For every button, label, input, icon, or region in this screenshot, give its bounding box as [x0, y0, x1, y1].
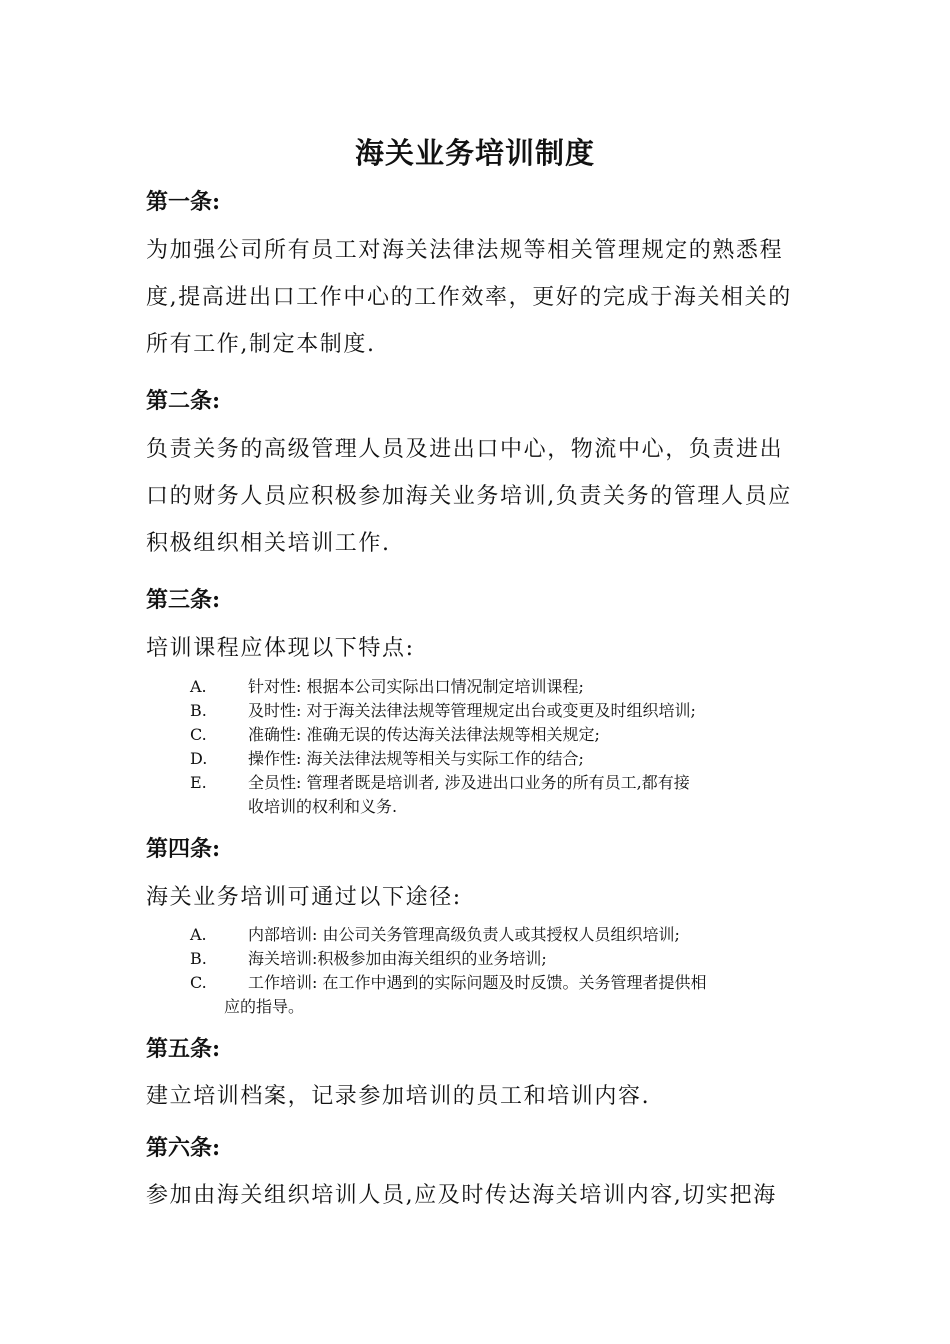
- article-5-heading: 第五条:: [146, 1036, 221, 1062]
- article-3-list: [190, 675, 810, 819]
- list-item: [190, 723, 810, 747]
- document-title: 海关业务培训制度: [354, 136, 595, 170]
- article-2-body: [146, 426, 811, 567]
- article-6-line: 参加由海关组织培训人员,应及时传达海关培训内容,切实把海: [146, 1183, 777, 1208]
- list-marker: D.: [190, 749, 208, 768]
- list-item: [190, 699, 810, 723]
- list-item-text: 海关培训:积极参加由海关组织的业务培训;: [248, 949, 547, 968]
- article-2-heading: 第二条:: [146, 388, 221, 414]
- list-item: [190, 947, 810, 971]
- article-6-heading: 第六条:: [146, 1135, 221, 1161]
- article-2-line: 口的财务人员应积极参加海关业务培训,负责关务的管理人员应: [146, 484, 792, 509]
- list-marker: C.: [190, 725, 207, 744]
- list-item: [190, 747, 810, 771]
- article-3-intro: 培训课程应体现以下特点:: [146, 636, 415, 661]
- list-item-text: 准确性: 准确无误的传达海关法律法规等相关规定;: [248, 725, 600, 744]
- article-1-line: 所有工作,制定本制度.: [146, 332, 376, 357]
- list-marker: B.: [190, 701, 207, 720]
- article-4-intro: 海关业务培训可通过以下途径:: [146, 885, 462, 910]
- list-item: [190, 771, 810, 819]
- article-2-line: 负责关务的高级管理人员及进出口中心，物流中心，负责进出: [146, 437, 784, 462]
- article-1-heading: 第一条:: [146, 189, 221, 215]
- list-marker: E.: [190, 773, 207, 792]
- list-item-text: 针对性: 根据本公司实际出口情况制定培训课程;: [248, 677, 584, 696]
- list-item-text: 内部培训: 由公司关务管理高级负责人或其授权人员组织培训;: [248, 925, 680, 944]
- article-1-line: 度,提高进出口工作中心的工作效率，更好的完成于海关相关的: [146, 285, 792, 310]
- list-item-text-continued: 应的指导。: [224, 997, 305, 1016]
- article-3-heading: 第三条:: [146, 587, 221, 613]
- list-item-text: 及时性: 对于海关法律法规等管理规定出台或变更及时组织培训;: [248, 701, 696, 720]
- article-4-heading: 第四条:: [146, 836, 221, 862]
- article-1-line: 为加强公司所有员工对海关法律法规等相关管理规定的熟悉程: [146, 238, 784, 263]
- article-2-line: 积极组织相关培训工作.: [146, 531, 391, 556]
- article-5-body: [146, 1073, 811, 1120]
- list-item-text: 全员性: 管理者既是培训者, 涉及进出口业务的所有员工,都有接: [248, 773, 690, 792]
- article-4-list: [190, 923, 810, 1019]
- article-5-line: 建立培训档案，记录参加培训的员工和培训内容.: [146, 1084, 651, 1109]
- list-item: [190, 675, 810, 699]
- article-1-body: [146, 227, 811, 368]
- list-item: [190, 923, 810, 947]
- list-marker: A.: [190, 677, 207, 696]
- list-item-text: 操作性: 海关法律法规等相关与实际工作的结合;: [248, 749, 584, 768]
- list-item-text-continued: 收培训的权利和义务.: [248, 797, 398, 816]
- list-marker: B.: [190, 949, 207, 968]
- list-item: [190, 971, 810, 1019]
- list-item-text: 工作培训: 在工作中遇到的实际问题及时反馈。关务管理者提供相: [248, 973, 707, 992]
- list-marker: C.: [190, 973, 207, 992]
- list-marker: A.: [190, 925, 207, 944]
- article-6-body: [146, 1172, 811, 1219]
